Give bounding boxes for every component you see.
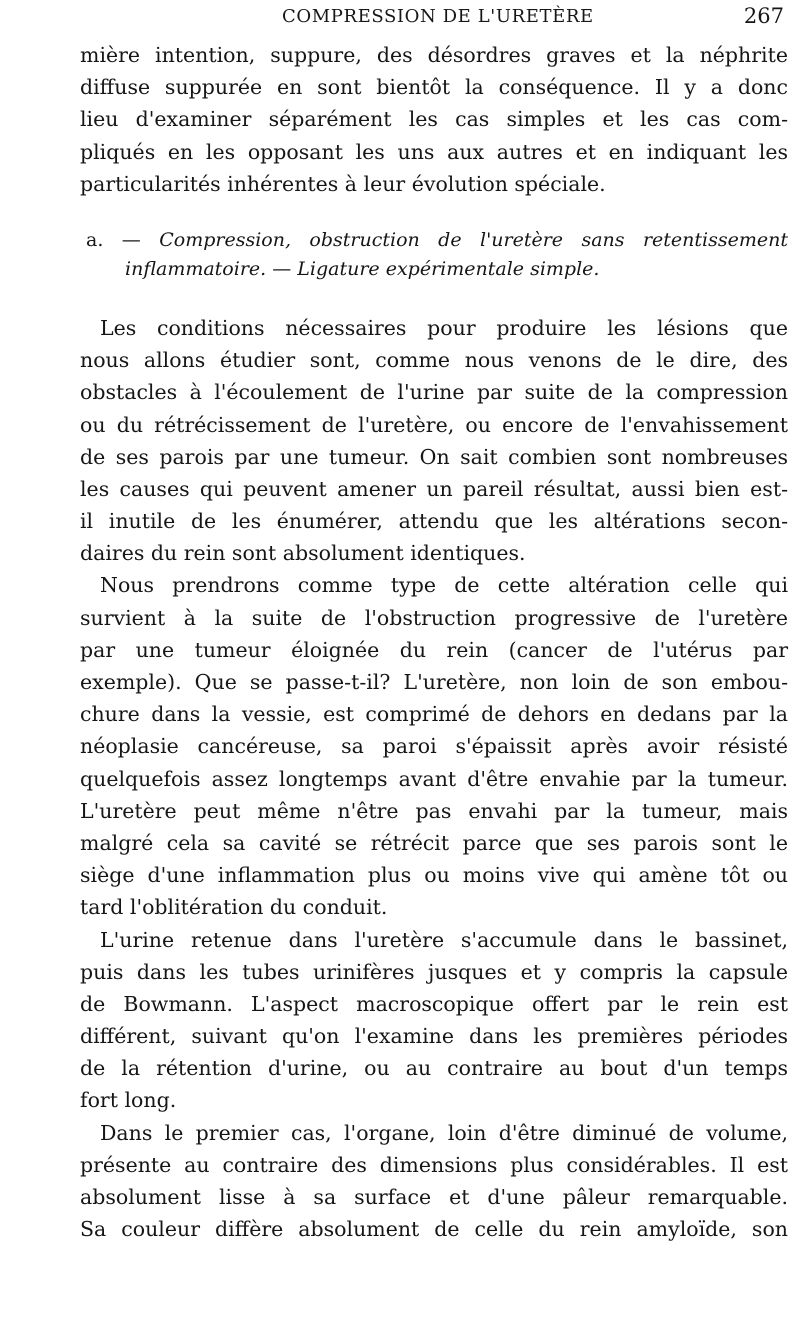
text-line: Sa couleur diffère absolument de celle du rein amyloïde, son [80,1217,788,1242]
text-line: présente au contraire des dimensions plus considérables. Il est [80,1152,788,1177]
text-line: Les conditions nécessaires pour produire les lésions que [100,315,788,340]
paragraph-1 [80,312,788,570]
text-line: Nous prendrons comme type de cette altération celle qui [100,573,788,598]
text-line: malgré cela sa cavité se rétrécit parce que ses parois sont le [80,830,788,855]
text-line: lieu d'examiner séparément les cas simples et les cas com- [80,107,788,132]
text-line: ou du rétrécissement de l'uretère, ou encore de l'envahissement [80,412,788,437]
text-line: il inutile de les énumérer, attendu que les altérations secon- [80,509,788,534]
running-header [80,4,786,38]
text-line: tard l'oblitération du conduit. [80,895,388,920]
text-line: exemple). Que se passe-t-il? L'uretère, non loin de son embou- [80,670,788,694]
text-line: Dans le premier cas, l'organe, loin d'être diminué de volume, [100,1120,788,1145]
paragraph-2 [80,569,788,923]
section-heading-line-2 [80,255,788,284]
paragraph-4 [80,1117,788,1246]
section-dash: — [266,257,298,280]
text-line: chure dans la vessie, est comprimé de dehors en dedans par la [80,702,788,727]
text-line: absolument lisse à sa surface et d'une pâleur remarquable. [80,1185,788,1209]
text-line: mière intention, suppure, des désordres graves et la néphrite [80,43,788,67]
running-title: COMPRESSION DE L'URETÈRE [282,6,594,27]
section-heading [80,226,788,284]
text-line: quelquefois assez longtemps avant d'être envahie par la tumeur. [80,766,788,791]
text-line: de ses parois par une tumeur. On sait combien sont nombreuses [80,444,788,469]
section-title: Compression, obstruction de l'uretère sans retentissement [159,228,788,251]
intro-paragraph [80,39,788,200]
section-subtitle: Ligature expérimentale simple. [297,257,600,280]
text-line: de la rétention d'urine, ou au contraire au bout d'un temps [80,1056,788,1081]
text-line: L'urine retenue dans l'uretère s'accumule dans le bassinet, [100,927,788,952]
text-line: siège d'une inflammation plus ou moins vive qui amène tôt ou [80,863,788,888]
text-line: pliqués en les opposant les uns aux autres et en indiquant les [80,139,788,164]
section-heading-line-1 [80,226,788,255]
text-line: nous allons étudier sont, comme nous venons de le dire, des [80,348,788,373]
text-line: diffuse suppurée en sont bientôt la conséquence. Il y a donc [80,75,788,100]
text-line: obstacles à l'écoulement de l'urine par suite de la compression [80,380,788,405]
paragraph-3 [80,924,788,1117]
text-line: les causes qui peuvent amener un pareil résultat, aussi bien est- [80,476,788,501]
text-line: particularités inhérentes à leur évolution spéciale. [80,171,606,196]
text-line: de Bowmann. L'aspect macroscopique offert par le rein est [80,991,788,1016]
page-number: 267 [743,4,784,28]
section-title-continued: inflammatoire. [125,257,267,280]
text-line: puis dans les tubes urinifères jusques et y compris la capsule [80,959,788,984]
body-text [80,39,788,1245]
text-line: par une tumeur éloignée du rein (cancer de l'utérus par [80,637,788,662]
text-line: différent, suivant qu'on l'examine dans les premières périodes [80,1024,788,1049]
text-line: daires du rein sont absolument identiques. [80,541,526,566]
text-line: survient à la suite de l'obstruction progressive de l'uretère [80,605,788,630]
text-line: L'uretère peut même n'être pas envahi par la tumeur, mais [80,798,788,823]
section-label: a. — [86,228,141,251]
text-line: fort long. [80,1088,177,1113]
text-line: néoplasie cancéreuse, sa paroi s'épaissit après avoir résisté [80,734,788,759]
